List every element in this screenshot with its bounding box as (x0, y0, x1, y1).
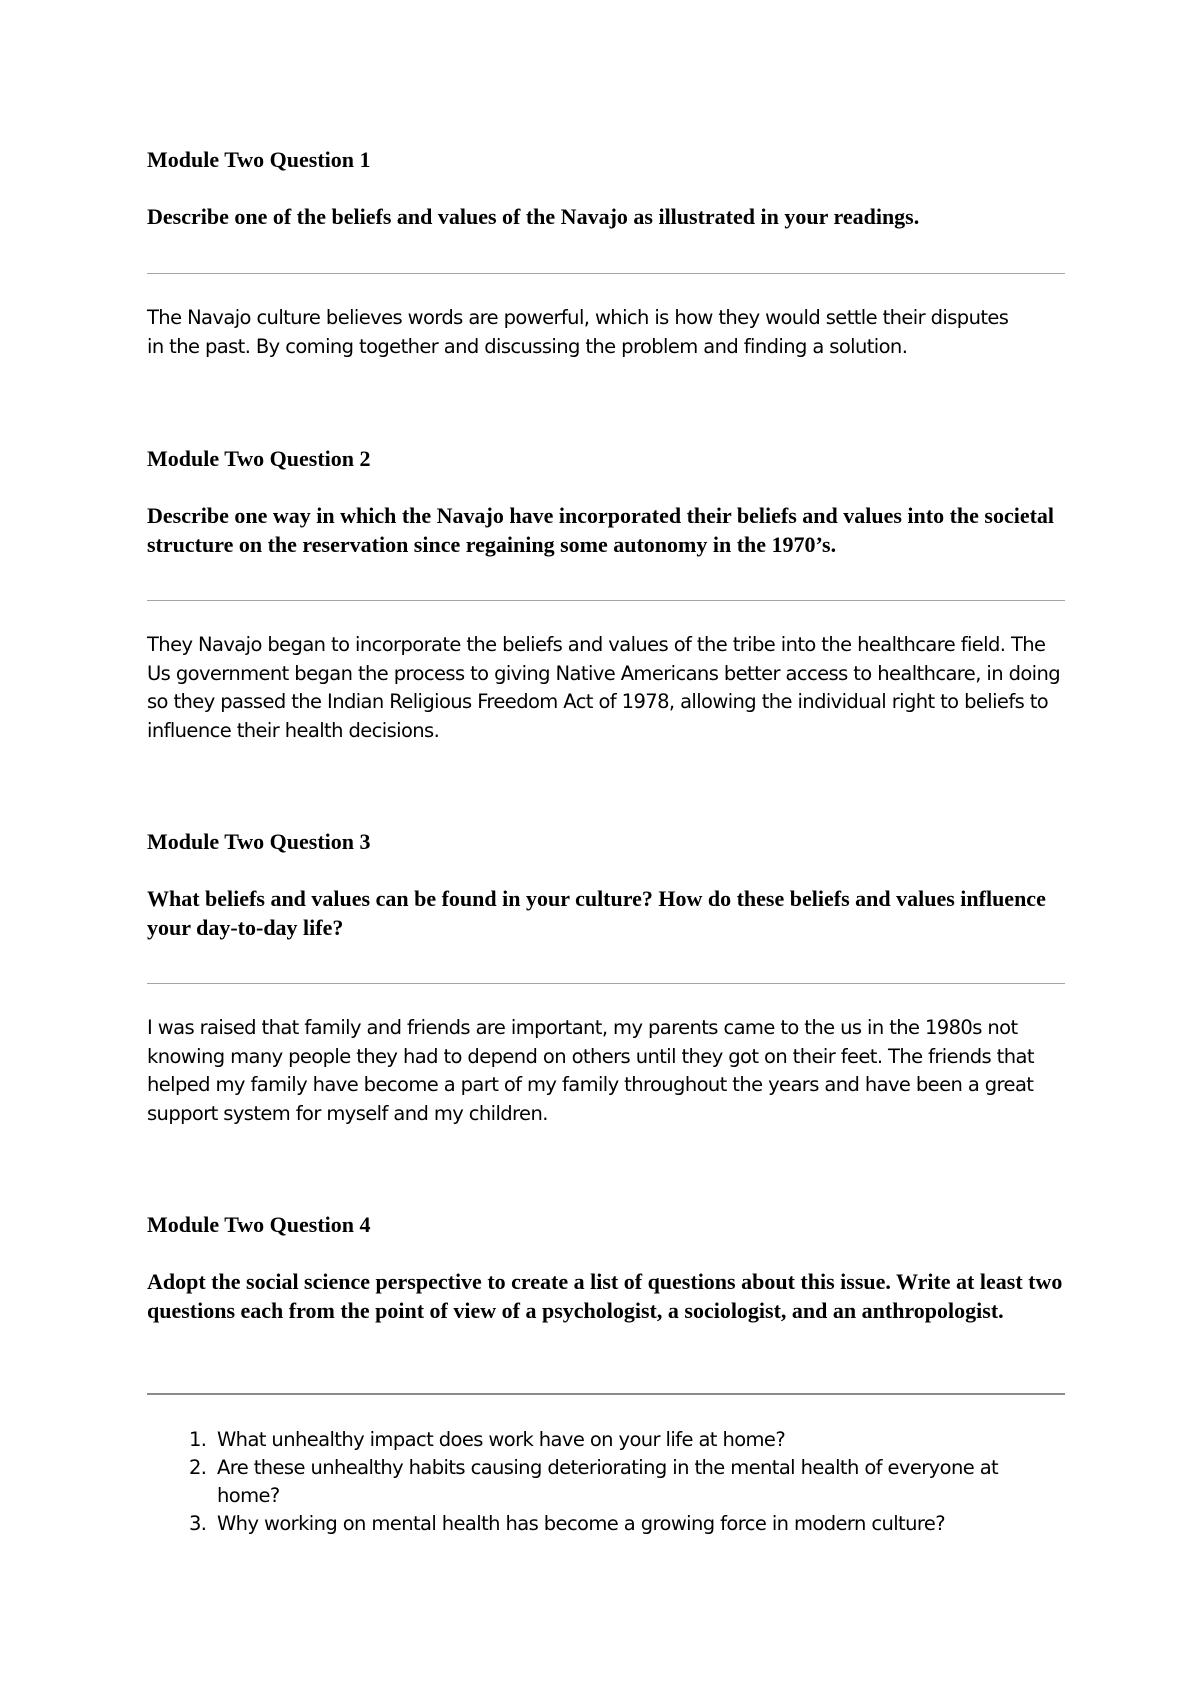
answer-4-list (147, 1426, 1065, 1538)
module-title-4: Module Two Question 4 (147, 1212, 371, 1237)
list-item-text: Are these unhealthy habits causing deteriorating in the mental health of everyone at home? (217, 1456, 999, 1507)
question-2: Describe one way in which the Navajo have incorporated their beliefs and values into the societal structure on the reservation since regaining some autonomy in the 1970’s. (147, 503, 1055, 557)
list-item (147, 1510, 1065, 1538)
list-item-number: 3. (189, 1512, 207, 1535)
list-item-number: 1. (189, 1428, 207, 1451)
list-item-number: 2. (189, 1456, 207, 1479)
list-item (147, 1426, 1065, 1454)
module-title-3: Module Two Question 3 (147, 829, 371, 854)
answer-divider-2 (147, 600, 1065, 601)
answer-2: They Navajo began to incorporate the beliefs and values of the tribe into the healthcare field. The Us government began the process to giving Native Americans better access to healthcare, in doing so they passed the Indian Religious Freedom Act of 1978, allowing the individual right to beliefs to influence their health decisions. (147, 633, 1061, 742)
question-1: Describe one of the beliefs and values of the Navajo as illustrated in your readings. (147, 204, 920, 229)
list-item (147, 1454, 1065, 1510)
answer-3: I was raised that family and friends are important, my parents came to the us in the 1980s not knowing many people they had to depend on others until they got on their feet. The friends that helped my family have become a part of my family throughout the years and have been a great support system for myself and my children. (147, 1016, 1034, 1125)
question-3: What beliefs and values can be found in your culture? How do these beliefs and values influence your day-to-day life? (147, 886, 1046, 940)
module-title-1: Module Two Question 1 (147, 147, 371, 172)
list-item-text: What unhealthy impact does work have on your life at home? (217, 1428, 786, 1451)
question-4: Adopt the social science perspective to create a list of questions about this issue. Write at least two questions each from the point of view of a psychologist, a sociologist, and an anthropologist. (147, 1269, 1063, 1323)
module-title-2: Module Two Question 2 (147, 446, 371, 471)
answer-divider-3 (147, 983, 1065, 984)
answer-1: The Navajo culture believes words are powerful, which is how they would settle their disputes in the past. By coming together and discussing the problem and finding a solution. (147, 306, 1009, 358)
list-item-text: Why working on mental health has become a growing force in modern culture? (217, 1512, 945, 1535)
answer-divider-1 (147, 273, 1065, 274)
answer-divider-4 (147, 1393, 1065, 1395)
